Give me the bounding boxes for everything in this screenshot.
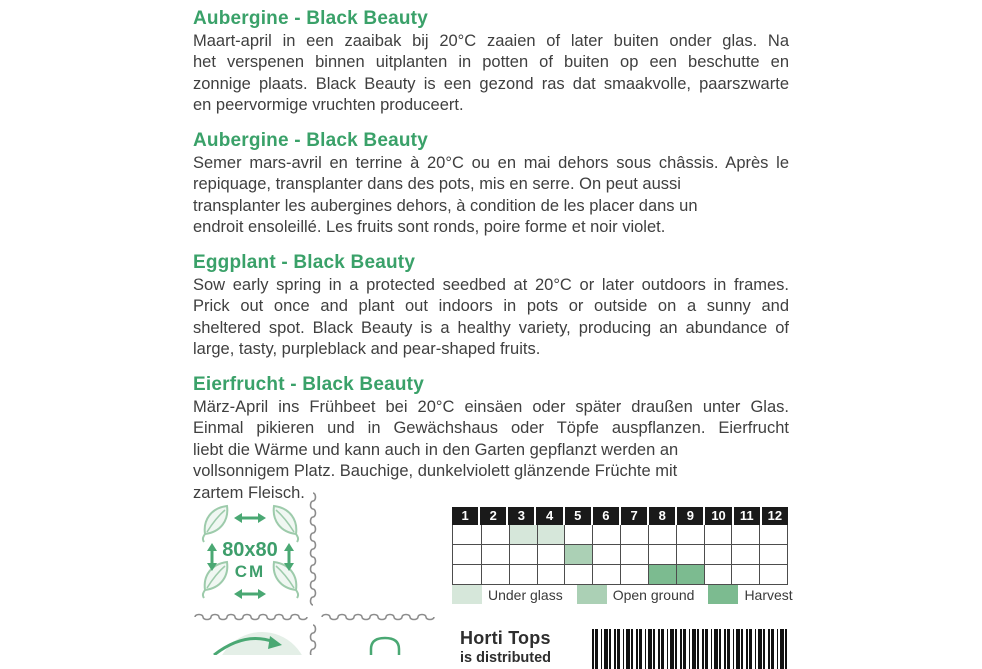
section-body-nl [193,31,789,117]
body-line: en peervormige vruchten produceert. [193,96,464,115]
calendar-cell [537,545,565,564]
brand-name: Horti Tops [460,628,551,648]
calendar-cell [648,525,676,544]
calendar-month: 2 [480,507,506,525]
calendar-month: 7 [621,507,647,525]
calendar-cell [704,565,732,584]
calendar-legend [452,585,807,604]
calendar-cell [759,565,787,584]
body-line: sheltered spot. Black Beauty is a healthy variety, producing an abundance of [193,318,789,337]
body-line: Maart-april in een zaaibak bij 20°C zaaien of later buiten onder glas. Na [193,32,789,50]
body-line: liebt die Wärme und kann auch in den Garten gepflanzt werden an [193,440,679,459]
legend-item-open-ground [577,585,695,604]
horizontal-wavy-line [195,615,307,620]
calendar-month: 10 [705,507,731,525]
vertical-wavy-line [311,493,316,605]
legend-swatch [577,585,607,604]
calendar-month: 11 [734,507,760,525]
calendar-month: 8 [649,507,675,525]
calendar-month: 4 [536,507,562,525]
section-heading-nl: Aubergine - Black Beauty [193,8,428,29]
calendar-month: 6 [593,507,619,525]
legend-item-harvest [708,585,792,604]
calendar-cell [453,565,481,584]
section-heading-en: Eggplant - Black Beauty [193,252,416,273]
body-line: endroit ensoleillé. Les fruits sont ronds, poire forme et noir violet. [193,218,666,237]
calendar-cell [620,545,648,564]
calendar-month: 12 [762,507,788,525]
body-line: vollsonnigem Platz. Bauchige, dunkelviolett glänzende Früchte mit [193,462,678,481]
calendar-cell [592,545,620,564]
calendar-cell [759,525,787,544]
legend-swatch [708,585,738,604]
calendar-month: 9 [677,507,703,525]
body-line: het verspenen binnen uitplanten in potten of buiten op een beschutte en [193,53,789,72]
legend-label: Under glass [488,586,563,603]
horizontal-wavy-line [322,615,434,620]
section-heading-fr: Aubergine - Black Beauty [193,130,428,151]
calendar-cell [676,565,704,584]
legend-label: Harvest [744,586,793,603]
body-line: zonnige plaats. Black Beauty is een gezond ras dat smaakvolle, paarszwarte [193,74,789,93]
spacing-unit-label: CM [234,562,266,581]
sowing-calendar-table [452,507,788,585]
calendar-cell [481,525,509,544]
calendar-cell [676,545,704,564]
calendar-cell [731,545,759,564]
eggplant-outline-icon [365,636,410,655]
calendar-cell [620,525,648,544]
calendar-cell [648,545,676,564]
calendar-cell [592,565,620,584]
body-line: Semer mars-avril en terrine à 20°C ou en mai dehors sous châssis. Après le [193,154,789,172]
calendar-row-under-glass [453,525,787,544]
body-line: März-April ins Frühbeet bei 20°C einsäen oder später draußen unter Glas. [193,398,789,416]
body-line: large, tasty, purpleblack and pear-shaped fruits. [193,340,541,359]
legend-label: Open ground [612,586,695,603]
calendar-cell [704,525,732,544]
body-line: repiquage, transplanter dans des pots, mis en serre. On peut aussi [193,175,681,194]
calendar-month-header [452,507,788,525]
calendar-cell [731,525,759,544]
calendar-cell [453,525,481,544]
calendar-cell [509,565,537,584]
body-line: Prick out once and plant out indoors in pots or outside on a sunny and [193,297,789,316]
barcode [592,629,788,669]
legend-swatch [452,585,482,604]
calendar-cell [731,565,759,584]
body-line: transplanter les aubergines dehors, à condition de les placer dans un [193,196,698,215]
calendar-cell [564,525,592,544]
calendar-cell [509,545,537,564]
calendar-cell [537,565,565,584]
spacing-value-label: 80x80 [222,539,278,561]
section-heading-de: Eierfrucht - Black Beauty [193,374,424,395]
body-line: Einmal pikieren und in Gewächshaus oder Töpfe auspflanzen. Eierfrucht [193,419,789,438]
calendar-cell [620,565,648,584]
calendar-row-open-ground [453,544,787,564]
body-line: Sow early spring in a protected seedbed at 20°C or later outdoors in frames. [193,276,789,294]
calendar-cell [648,565,676,584]
body-line: zartem Fleisch. [193,483,305,502]
calendar-cell [704,545,732,564]
calendar-cell [759,545,787,564]
calendar-body [452,525,788,585]
calendar-month: 3 [508,507,534,525]
calendar-month: 1 [452,507,478,525]
rotation-arrow-icon [200,630,320,655]
legend-item-under-glass [452,585,563,604]
calendar-month: 5 [565,507,591,525]
calendar-cell [564,545,592,564]
calendar-cell [481,565,509,584]
section-body-fr [193,153,789,239]
calendar-cell [676,525,704,544]
calendar-cell [592,525,620,544]
distributor-text: is distributed [460,650,552,666]
section-body-en [193,275,789,361]
calendar-cell [509,525,537,544]
calendar-cell [453,545,481,564]
calendar-row-harvest [453,564,787,584]
calendar-cell [564,565,592,584]
calendar-cell [537,525,565,544]
calendar-cell [481,545,509,564]
